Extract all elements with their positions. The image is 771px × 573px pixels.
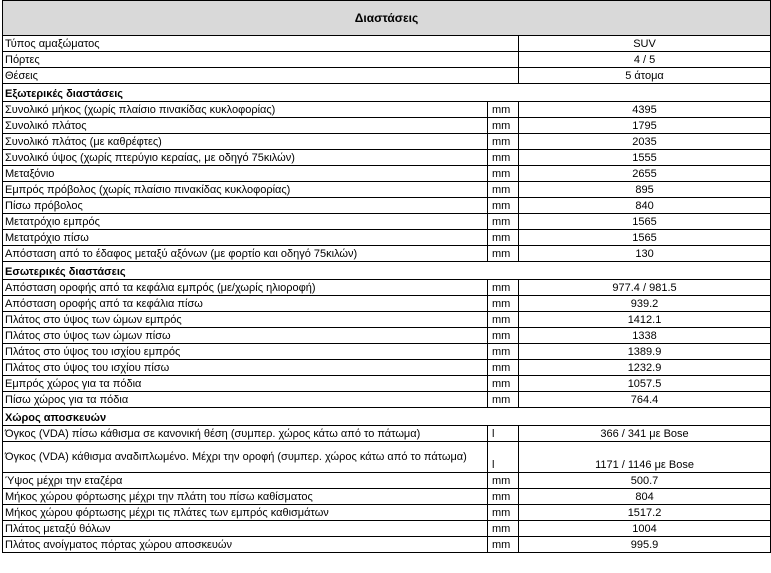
row-label: Μετατρόχιο εμπρός (3, 214, 488, 230)
row-label: Ύψος μέχρι την εταζέρα (3, 473, 488, 489)
table-row (3, 280, 771, 296)
row-label: Μήκος χώρου φόρτωσης μέχρι τις πλάτες των εμπρός καθισμάτων (3, 505, 488, 521)
row-value: 840 (519, 198, 771, 214)
table-row (3, 296, 771, 312)
row-label: Πλάτος ανοίγματος πόρτας χώρου αποσκευών (3, 537, 488, 553)
table-row (3, 489, 771, 505)
row-value: 764.4 (519, 392, 771, 408)
row-label: Όγκος (VDA) κάθισμα αναδιπλωμένο. Μέχρι την οροφή (συμπερ. χώρος κάτω από το πάτωμα) (3, 442, 488, 473)
table-row (3, 134, 771, 150)
row-unit: mm (488, 360, 519, 376)
row-value: 995.9 (519, 537, 771, 553)
row-label: Πλάτος στο ύψος του ισχίου πίσω (3, 360, 488, 376)
row-value: 366 / 341 με Bose (519, 426, 771, 442)
table-row (3, 312, 771, 328)
row-value: 1795 (519, 118, 771, 134)
row-value: 1389.9 (519, 344, 771, 360)
section-heading: Εξωτερικές διαστάσεις (3, 84, 771, 102)
table-row (3, 166, 771, 182)
section-heading: Χώρος αποσκευών (3, 408, 771, 426)
table-row (3, 68, 771, 84)
row-label: Πλάτος στο ύψος των ώμων πίσω (3, 328, 488, 344)
row-unit: mm (488, 392, 519, 408)
row-unit: mm (488, 312, 519, 328)
table-row (3, 344, 771, 360)
row-value: 2035 (519, 134, 771, 150)
row-unit: mm (488, 521, 519, 537)
row-label: Τύπος αμαξώματος (3, 36, 519, 52)
table-row (3, 473, 771, 489)
row-label: Πίσω χώρος για τα πόδια (3, 392, 488, 408)
row-value: 1565 (519, 230, 771, 246)
row-label: Πόρτες (3, 52, 519, 68)
row-label: Πλάτος μεταξύ θόλων (3, 521, 488, 537)
row-value: 1338 (519, 328, 771, 344)
row-value: 977.4 / 981.5 (519, 280, 771, 296)
row-unit: mm (488, 505, 519, 521)
row-label: Εμπρός πρόβολος (χωρίς πλαίσιο πινακίδας κυκλοφορίας) (3, 182, 488, 198)
row-label: Μετατρόχιο πίσω (3, 230, 488, 246)
row-value: 1171 / 1146 με Bose (519, 442, 771, 473)
row-label: Μήκος χώρου φόρτωσης μέχρι την πλάτη του πίσω καθίσματος (3, 489, 488, 505)
row-unit: mm (488, 537, 519, 553)
row-unit: mm (488, 473, 519, 489)
row-value: 1412.1 (519, 312, 771, 328)
table-row (3, 118, 771, 134)
row-value: 1232.9 (519, 360, 771, 376)
row-unit: mm (488, 166, 519, 182)
section-header-row (3, 408, 771, 426)
row-unit: mm (488, 376, 519, 392)
table-row (3, 537, 771, 553)
row-label: Απόσταση οροφής από τα κεφάλια εμπρός (με/χωρίς ηλιοροφή) (3, 280, 488, 296)
row-value: 804 (519, 489, 771, 505)
table-row (3, 521, 771, 537)
row-label: Εμπρός χώρος για τα πόδια (3, 376, 488, 392)
table-row (3, 426, 771, 442)
table-row (3, 246, 771, 262)
row-label: Μεταξόνιο (3, 166, 488, 182)
row-unit: mm (488, 280, 519, 296)
table-row (3, 36, 771, 52)
row-value: 4395 (519, 102, 771, 118)
row-label: Συνολικό ύψος (χωρίς πτερύγιο κεραίας, με οδηγό 75κιλών) (3, 150, 488, 166)
row-label: Θέσεις (3, 68, 519, 84)
row-value: 4 / 5 (519, 52, 771, 68)
row-unit: mm (488, 344, 519, 360)
row-value: SUV (519, 36, 771, 52)
table-row (3, 505, 771, 521)
table-title: Διαστάσεις (3, 1, 771, 36)
row-unit: l (488, 426, 519, 442)
row-unit: l (488, 442, 519, 473)
row-unit: mm (488, 230, 519, 246)
row-label: Όγκος (VDA) πίσω κάθισμα σε κανονική θέση (συμπερ. χώρος κάτω από το πάτωμα) (3, 426, 488, 442)
row-value: 130 (519, 246, 771, 262)
row-value: 500.7 (519, 473, 771, 489)
row-unit: mm (488, 214, 519, 230)
row-value: 939.2 (519, 296, 771, 312)
table-row (3, 198, 771, 214)
section-heading: Εσωτερικές διαστάσεις (3, 262, 771, 280)
row-label: Πλάτος στο ύψος του ισχίου εμπρός (3, 344, 488, 360)
table-row (3, 150, 771, 166)
row-value: 2655 (519, 166, 771, 182)
section-header-row (3, 262, 771, 280)
row-value: 1565 (519, 214, 771, 230)
table-row (3, 182, 771, 198)
row-unit: mm (488, 118, 519, 134)
table-row (3, 376, 771, 392)
row-unit: mm (488, 182, 519, 198)
row-label: Συνολικό μήκος (χωρίς πλαίσιο πινακίδας κυκλοφορίας) (3, 102, 488, 118)
table-row (3, 442, 771, 473)
row-value: 5 άτομα (519, 68, 771, 84)
row-unit: mm (488, 134, 519, 150)
row-unit: mm (488, 198, 519, 214)
table-row (3, 52, 771, 68)
row-label: Πίσω πρόβολος (3, 198, 488, 214)
row-value: 1555 (519, 150, 771, 166)
table-title-row (3, 1, 771, 36)
row-label: Πλάτος στο ύψος των ώμων εμπρός (3, 312, 488, 328)
row-unit: mm (488, 246, 519, 262)
table-row (3, 328, 771, 344)
row-value: 895 (519, 182, 771, 198)
section-header-row (3, 84, 771, 102)
row-unit: mm (488, 296, 519, 312)
row-unit: mm (488, 489, 519, 505)
table-row (3, 392, 771, 408)
row-value: 1004 (519, 521, 771, 537)
row-unit: mm (488, 328, 519, 344)
row-value: 1057.5 (519, 376, 771, 392)
row-label: Απόσταση οροφής από τα κεφάλια πίσω (3, 296, 488, 312)
dimensions-table (2, 0, 771, 553)
row-label: Συνολικό πλάτος (με καθρέφτες) (3, 134, 488, 150)
row-value: 1517.2 (519, 505, 771, 521)
row-label: Συνολικό πλάτος (3, 118, 488, 134)
table-row (3, 360, 771, 376)
row-label: Απόσταση από το έδαφος μεταξύ αξόνων (με φορτίο και οδηγό 75κιλών) (3, 246, 488, 262)
table-row (3, 230, 771, 246)
row-unit: mm (488, 102, 519, 118)
row-unit: mm (488, 150, 519, 166)
table-row (3, 214, 771, 230)
table-row (3, 102, 771, 118)
